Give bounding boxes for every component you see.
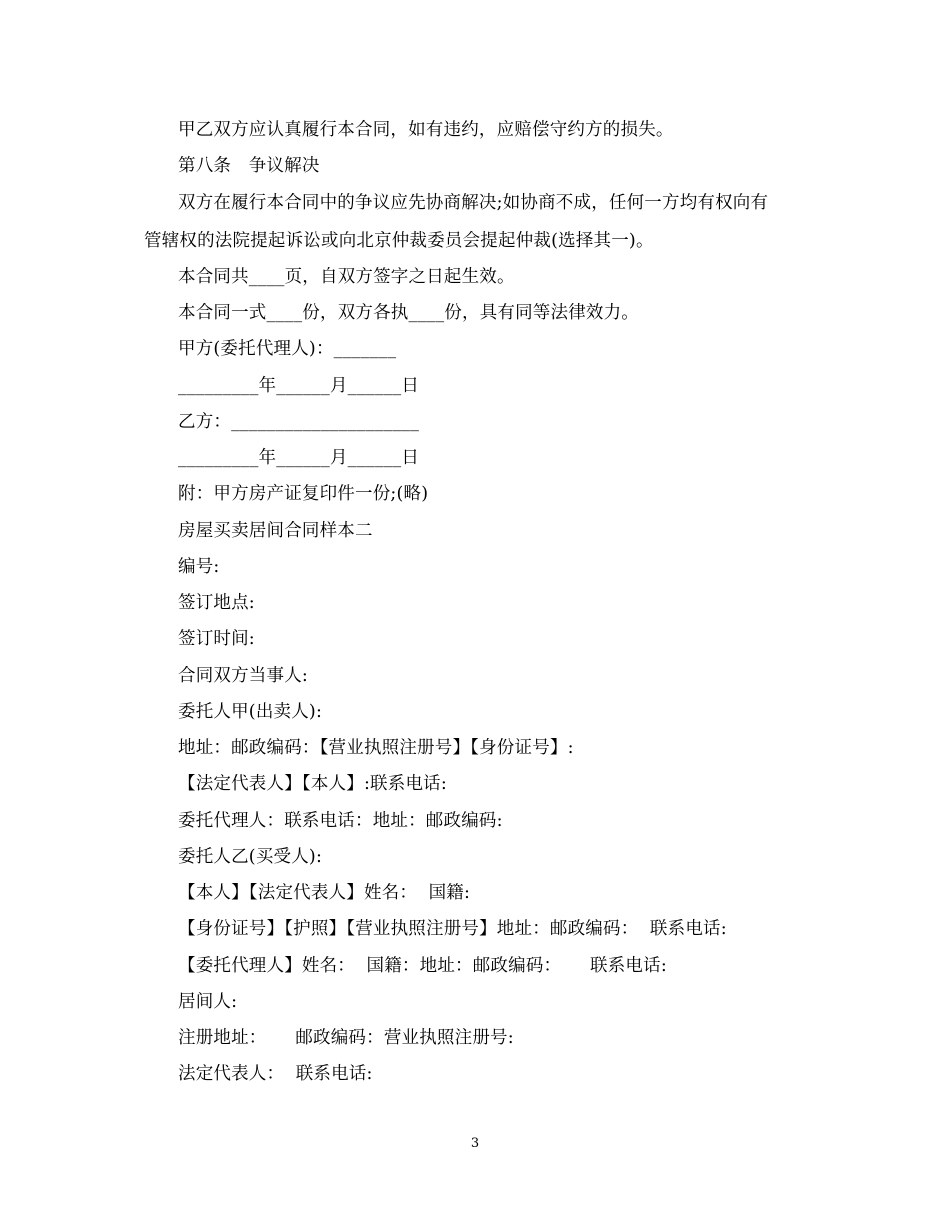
text-line: 委托人乙(买受人): (178, 847, 323, 867)
text-line: 签订时间: (178, 629, 255, 649)
text-line: 【身份证号】【护照】【营业执照注册号】地址：邮政编码： 联系电话: (178, 919, 727, 939)
text-line: 合同双方当事人: (178, 666, 308, 686)
text-line: 【本人】【法定代表人】姓名： 国籍: (178, 883, 471, 903)
text-line: 地址：邮政编码：【营业执照注册号】【身份证号】: (178, 738, 574, 758)
text-line: 委托代理人：联系电话：地址：邮政编码: (178, 811, 503, 831)
text-line: 甲方(委托代理人)：_______ (178, 339, 397, 359)
text-line: 委托人甲(出卖人): (178, 702, 323, 722)
date-line: _________年______月______日 (178, 448, 420, 468)
text-line: 管辖权的法院提起诉讼或向北京仲裁委员会提起仲裁(选择其一)。 (144, 231, 654, 251)
date-line: _________年______月______日 (178, 376, 420, 396)
text-line: 附：甲方房产证复印件一份;(略) (178, 484, 429, 504)
text-line: 【法定代表人】【本人】:联系电话: (178, 774, 447, 794)
text-line: 甲乙双方应认真履行本合同，如有违约，应赔偿守约方的损失。 (178, 120, 674, 140)
text-line: 【委托代理人】姓名： 国籍：地址：邮政编码： 联系电话: (178, 956, 667, 976)
text-line: 编号: (178, 557, 220, 577)
text-line: 法定代表人： 联系电话: (178, 1064, 373, 1084)
text-line: 本合同共____页，自双方签字之日起生效。 (178, 267, 515, 287)
text-line: 本合同一式____份，双方各执____份，具有同等法律效力。 (178, 303, 639, 323)
page-number: 3 (470, 1136, 480, 1151)
text-line: 乙方：_____________________ (178, 412, 420, 432)
text-line: 双方在履行本合同中的争议应先协商解决;如协商不成，任何一方均有权向有 (178, 193, 769, 213)
text-line: 注册地址： 邮政编码：营业执照注册号: (178, 1028, 514, 1048)
document-title: 房屋买卖居间合同样本二 (178, 521, 373, 541)
text-line: 居间人: (178, 992, 238, 1012)
section-heading: 第八条 争议解决 (178, 156, 320, 176)
text-line: 签订地点: (178, 593, 255, 613)
